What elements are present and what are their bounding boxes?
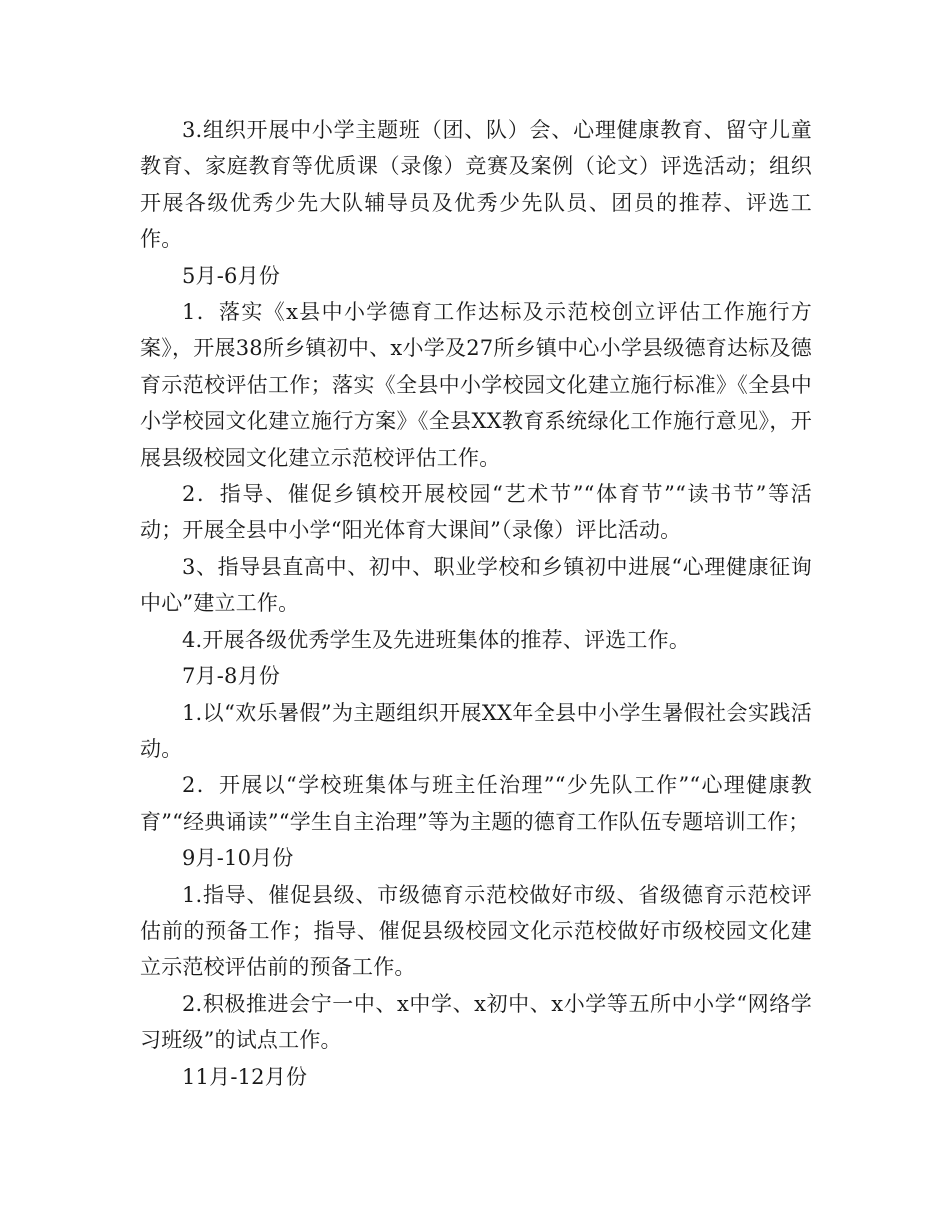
- section-heading-sept-oct: 9月-10月份: [182, 846, 294, 871]
- paragraph-item-2-staff-training: 2．开展以“学校班集体与班主任治理”“少先队工作”“心理健康教育”“经典诵读”“学生自主治理”等为主题的德育工作队伍专题培训工作；: [140, 773, 812, 834]
- section-heading-nov-dec: 11月-12月份: [182, 1064, 308, 1089]
- document-body: [140, 112, 812, 1095]
- paragraph-item-1-implement-standards: 1．落实《x县中小学德育工作达标及示范校创立评估工作施行方案》，开展38所乡镇初中、x小学及27所乡镇中心小学县级德育达标及德育示范校评估工作；落实《全县中小学校园文化建立施行标准》《全县中小学校园文化建立施行方案》《全县XX教育系统绿化工作施行意见》，开展县级校园文化建立示范校评估工作。: [140, 300, 812, 470]
- paragraph-item-2-campus-festivals: 2．指导、催促乡镇校开展校园“艺术节”“体育节”“读书节”等活动；开展全县中小学“阳光体育大课间”（录像）评比活动。: [140, 482, 812, 543]
- section-heading-may-june: 5月-6月份: [182, 263, 281, 288]
- paragraph-item-1-evaluation-prep: 1.指导、催促县级、市级德育示范校做好市级、省级德育示范校评估前的预备工作；指导、催促县级校园文化示范校做好市级校园文化建立示范校评估前的预备工作。: [140, 882, 812, 980]
- paragraph-item-4-student-selection: 4.开展各级优秀学生及先进班集体的推荐、评选工作。: [182, 627, 691, 652]
- paragraph-item-3-theme-classes: 3.组织开展中小学主题班（团、队）会、心理健康教育、留守儿童教育、家庭教育等优质课（录像）竞赛及案例（论文）评选活动；组织开展各级优秀少先大队辅导员及优秀少先队员、团员的推荐、评选工作。: [140, 118, 812, 252]
- section-heading-july-august: 7月-8月份: [182, 664, 281, 689]
- paragraph-item-1-summer-practice: 1.以“欢乐暑假”为主题组织开展XX年全县中小学生暑假社会实践活动。: [140, 700, 812, 761]
- paragraph-item-2-online-classes: 2.积极推进会宁一中、x中学、x初中、x小学等五所中小学“网络学习班级”的试点工作。: [140, 991, 812, 1053]
- paragraph-item-3-counseling-center: 3、指导县直高中、初中、职业学校和乡镇初中进展“心理健康征询中心”建立工作。: [140, 554, 812, 616]
